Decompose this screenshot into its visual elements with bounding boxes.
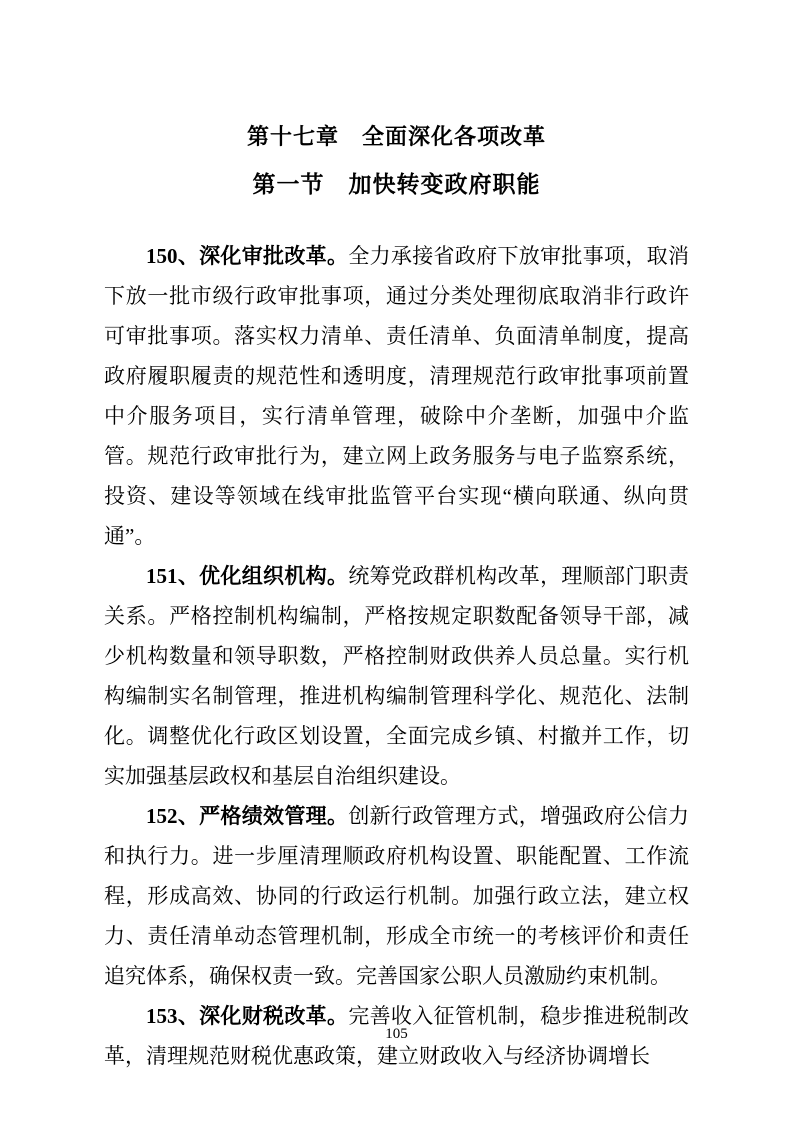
document-body bbox=[104, 236, 689, 1076]
paragraph-152-text: 创新行政管理方式，增强政府公信力和执行力。进一步厘清理顺政府机构设置、职能配置、工作流程，形成高效、协同的行政运行机制。加强行政立法，建立权力、责任清单动态管理机制，形成全市统一的考核评价和责任追究体系，确保权责一致。完善国家公职人员激励约束机制。 bbox=[104, 804, 689, 988]
section-title: 第一节 加快转变政府职能 bbox=[252, 172, 541, 197]
chapter-title: 第十七章 全面深化各项改革 bbox=[246, 124, 546, 149]
paragraph-153-text: 完善收入征管机制，稳步推进税制改革，清理规范财税优惠政策，建立财政收入与经济协调增长 bbox=[104, 1004, 689, 1068]
paragraph-153-lead: 深化财税改革。 bbox=[199, 1004, 349, 1028]
paragraph-152 bbox=[104, 796, 689, 996]
paragraph-150-lead: 深化审批改革。 bbox=[199, 244, 349, 268]
page-number: 105 bbox=[385, 1026, 408, 1042]
paragraph-150-text: 全力承接省政府下放审批事项，取消下放一批市级行政审批事项，通过分类处理彻底取消非行政许可审批事项。落实权力清单、责任清单、负面清单制度，提高政府履职履责的规范性和透明度，清理规范行政审批事项前置中介服务项目，实行清单管理，破除中介垄断，加强中介监管。规范行政审批行为，建立网上政务服务与电子监察系统，投资、建设等领域在线审批监管平台实现“横向联通、纵向贯通”。 bbox=[104, 244, 689, 548]
paragraph-151-number: 151、 bbox=[146, 564, 200, 588]
paragraph-152-number: 152、 bbox=[146, 804, 200, 828]
paragraph-151-lead: 优化组织机构。 bbox=[199, 564, 349, 588]
paragraph-153-number: 153、 bbox=[146, 1004, 200, 1028]
paragraph-151-text: 统筹党政群机构改革，理顺部门职责关系。严格控制机构编制，严格按规定职数配备领导干部，减少机构数量和领导职数，严格控制财政供养人员总量。实行机构编制实名制管理，推进机构编制管理科学化、规范化、法制化。调整优化行政区划设置，全面完成乡镇、村撤并工作，切实加强基层政权和基层自治组织建设。 bbox=[104, 564, 689, 788]
paragraph-150 bbox=[104, 236, 689, 556]
paragraph-151 bbox=[104, 556, 689, 796]
paragraph-152-lead: 严格绩效管理。 bbox=[199, 804, 349, 828]
paragraph-150-number: 150、 bbox=[146, 244, 200, 268]
